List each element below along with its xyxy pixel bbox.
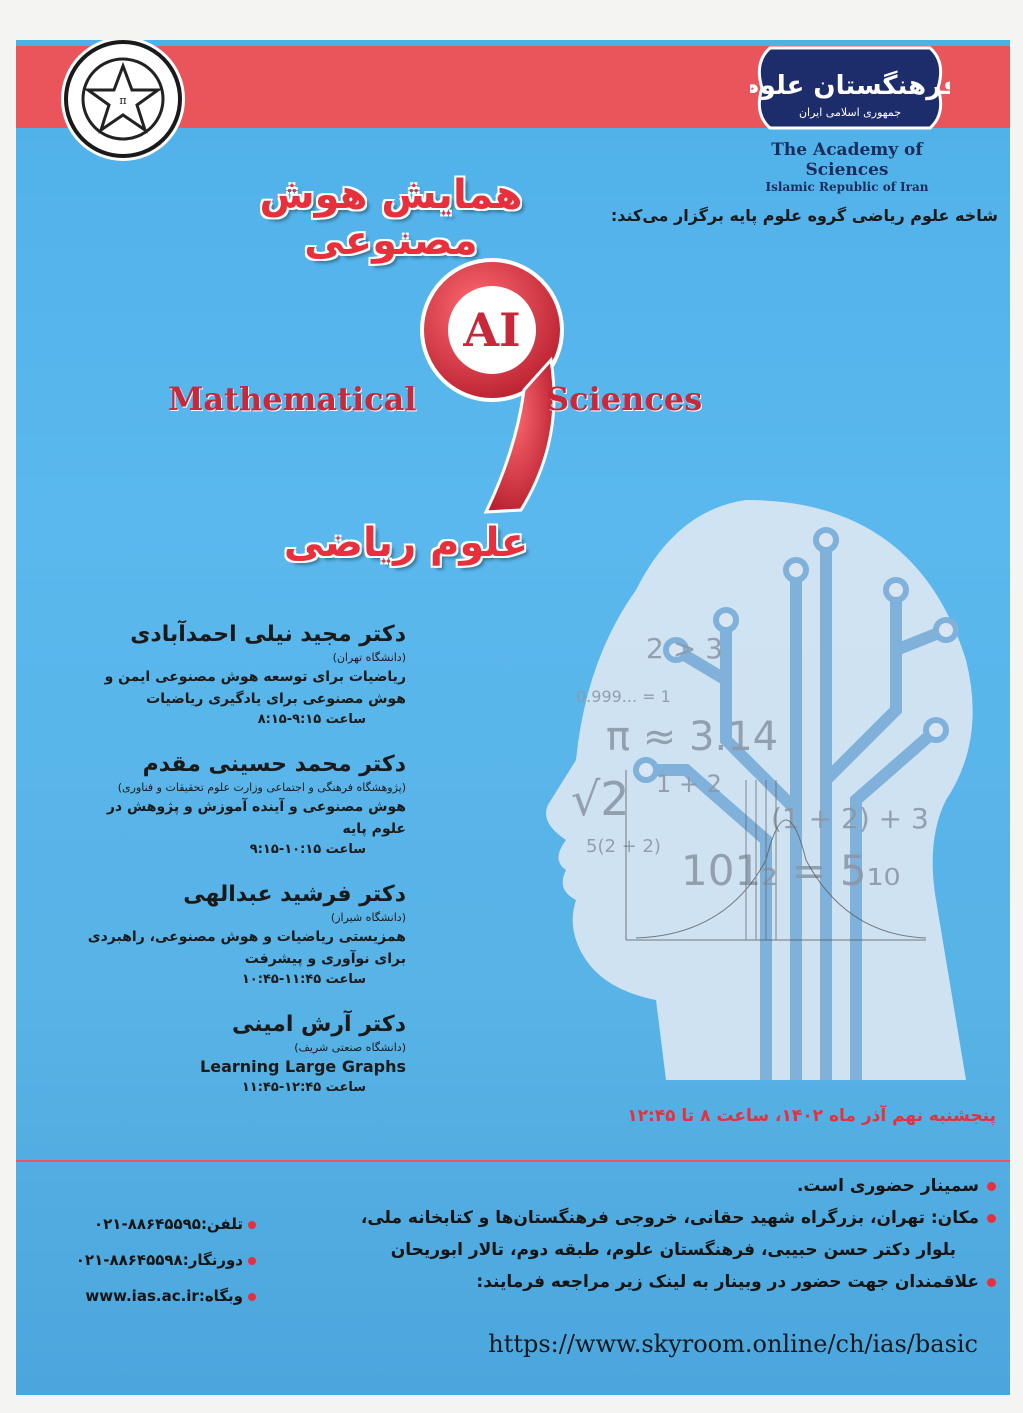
math-expr-4: √2 xyxy=(571,772,630,826)
speaker-entry xyxy=(76,750,406,860)
contact-phone: تلفن:۸۸۶۴۵۵۹۵-۰۲۱ xyxy=(46,1206,256,1242)
bullet-icon xyxy=(248,1221,256,1229)
bullet-icon xyxy=(248,1257,256,1265)
society-star-icon xyxy=(68,44,178,154)
speaker-talk: همزیستی ریاضیات و هوش مصنوعی، راهبردی برای نوآوری و پیشرفت xyxy=(87,929,406,967)
speaker-affiliation: (دانشگاه شیراز) xyxy=(330,911,406,924)
speaker-entry xyxy=(76,1010,406,1098)
academy-logo-text: فرهنگستان علوم xyxy=(750,71,950,101)
event-info xyxy=(296,1170,996,1298)
academy-name xyxy=(732,140,962,194)
academy-logo xyxy=(750,42,950,134)
math-expr-5: 1 + 2 xyxy=(656,770,722,798)
speaker-entry xyxy=(76,880,406,990)
academy-logo-subtext: جمهوری اسلامی ایران xyxy=(798,106,902,119)
math-expr-7: (1 + 2) + 3 xyxy=(771,802,929,835)
speaker-name: دکتر آرش امینی xyxy=(231,1012,406,1037)
bullet-icon xyxy=(987,1278,996,1287)
speaker-name: دکتر مجید نیلی احمدآبادی xyxy=(130,622,406,647)
math-expr-2: 0.999... = 1 xyxy=(576,687,671,706)
speaker-talk: ریاضیات برای توسعه هوش مصنوعی ایمن و هوش مصنوعی برای یادگیری ریاضیات xyxy=(104,669,406,707)
bullet-icon xyxy=(987,1182,996,1191)
svg-text:π: π xyxy=(119,94,127,107)
mathematical-society-badge xyxy=(64,40,182,158)
bullet-icon xyxy=(248,1293,256,1301)
info-place-cont: بلوار دکتر حسن حبیبی، فرهنگستان علوم، طبقه دوم، تالار ابوریحان xyxy=(390,1240,956,1260)
event-title: همایش هوش مصنوعی xyxy=(259,172,523,264)
webinar-link[interactable]: https://www.skyroom.online/ch/ias/basic xyxy=(488,1330,978,1358)
contact-info xyxy=(46,1206,256,1314)
speaker-affiliation: (پژوهشگاه فرهنگی و اجتماعی وزارت علوم تحقیقات و فناوری) xyxy=(117,781,406,794)
math-expr-1: 2 > 3 xyxy=(646,632,723,665)
speaker-name: دکتر محمد حسینی مقدم xyxy=(142,752,406,777)
contact-fax: دورنگار:۸۸۶۴۵۵۹۸-۰۲۱ xyxy=(46,1242,256,1278)
poster xyxy=(16,40,1010,1395)
math-expr-3: π ≈ 3.14 xyxy=(606,714,779,760)
speaker-entry xyxy=(76,620,406,730)
ai-head-illustration xyxy=(496,480,996,1080)
info-webinar: علاقمندان جهت حضور در وبینار به لینک زیر مراجعه فرمایند: xyxy=(296,1266,996,1298)
mathematical-word: Mathematical xyxy=(168,380,417,418)
speaker-time: ساعت ۱۱:۴۵-۱۰:۴۵ xyxy=(241,972,366,987)
info-in-person: سمینار حضوری است. xyxy=(296,1170,996,1202)
speaker-time: ساعت ۱۰:۱۵-۹:۱۵ xyxy=(249,842,366,857)
contact-website[interactable]: وبگاه:www.ias.ac.ir xyxy=(46,1278,256,1314)
divider xyxy=(16,1160,1010,1162)
ai-text: AI xyxy=(463,303,521,357)
academy-country-en: Islamic Republic of Iran xyxy=(765,180,929,194)
event-date: پنجشنبه نهم آذر ماه ۱۴۰۲، ساعت ۸ تا ۱۲:۴۵ xyxy=(627,1106,996,1126)
organizer-text: شاخه علوم ریاضی گروه علوم پایه برگزار می‌کند: xyxy=(610,206,998,225)
speaker-time: ساعت ۹:۱۵-۸:۱۵ xyxy=(257,712,366,727)
speaker-name: دکتر فرشید عبدالهی xyxy=(183,882,406,907)
math-expr-8: 101₂ = 5₁₀ xyxy=(681,846,901,895)
speaker-affiliation: (دانشگاه تهران) xyxy=(332,651,406,664)
academy-name-en: The Academy of Sciences xyxy=(771,140,923,180)
info-place: مکان: تهران، بزرگراه شهید حقانی، خروجی فرهنگستان‌ها و کتابخانه ملی، xyxy=(296,1202,996,1234)
math-expr-6: 5(2 + 2) xyxy=(586,836,661,857)
speaker-time: ساعت ۱۲:۴۵-۱۱:۴۵ xyxy=(241,1080,366,1095)
event-subtitle: علوم ریاضی xyxy=(283,520,529,566)
bullet-icon xyxy=(987,1214,996,1223)
sciences-word: Sciences xyxy=(546,380,703,418)
speakers-list xyxy=(76,620,406,1118)
speaker-talk: Learning Large Graphs xyxy=(200,1057,406,1076)
speaker-talk: هوش مصنوعی و آینده آموزش و پژوهش در علوم پایه xyxy=(106,799,406,837)
speaker-affiliation: (دانشگاه صنعتی شریف) xyxy=(294,1041,406,1054)
